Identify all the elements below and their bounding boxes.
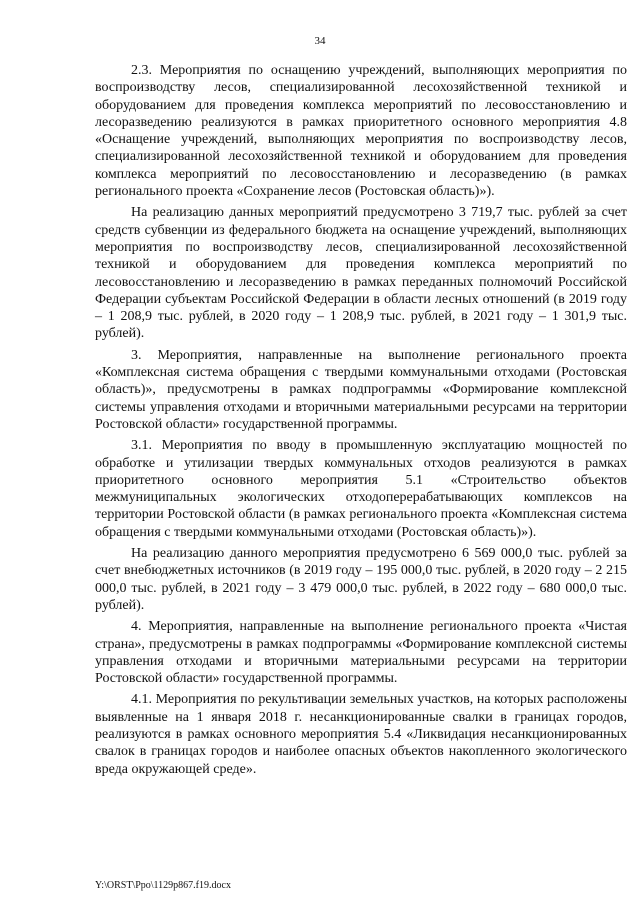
paragraph-funding-forest: На реализацию данных мероприятий предусмотрено 3 719,7 тыс. рублей за счет средств субвенции из федерального бюджета на оснащение учреждений, выполняющих мероприятия по воспроизводству лесов, специализированной лесохозяйственной техникой и оборудованием для проведения комплекса мероприятий по лесовосстановлению и лесоразведению в рамках переданных полномочий Российской Федерации субъектам Российской Федерации в области лесных отношений (в 2019 году – 1 208,9 тыс. рублей, в 2020 году – 1 208,9 тыс. рублей, в 2021 году – 1 301,9 тыс. рублей).	[95, 205, 627, 342]
footer-file-path: Y:\ORST\Ppo\1129p867.f19.docx	[95, 880, 231, 891]
paragraph-3-1: 3.1. Мероприятия по вводу в промышленную эксплуатацию мощностей по обработке и утилизации твердых коммунальных отходов реализуются в рамках приоритетного основного мероприятия 5.1 «Строительство объектов межмуниципальных экологических отходоперерабатывающих комплексов на территории Ростовской области (в рамках регионального проекта «Комплексная система обращения с твердыми коммунальными отходами (Ростовская область)»).	[95, 438, 627, 540]
document-body	[95, 62, 627, 782]
paragraph-3: 3. Мероприятия, направленные на выполнение регионального проекта «Комплексная система обращения с твердыми коммунальными отходами (Ростовская область)», предусмотрены в рамках подпрограммы «Формирование комплексной системы управления отходами и вторичными материальными ресурсами на территории Ростовской области» государственной программы.	[95, 347, 627, 432]
paragraph-4: 4. Мероприятия, направленные на выполнение регионального проекта «Чистая страна», предусмотрены в рамках подпрограммы «Формирование комплексной системы управления отходами и вторичными материальными ресурсами на территории Ростовской области» государственной программы.	[95, 619, 627, 687]
paragraph-funding-waste: На реализацию данного мероприятия предусмотрено 6 569 000,0 тыс. рублей за счет внебюджетных источников (в 2019 году – 195 000,0 тыс. рублей, в 2020 году – 2 215 000,0 тыс. рублей, в 2021 году – 3 479 000,0 тыс. рублей, в 2022 году – 680 000,0 тыс. рублей).	[95, 546, 627, 613]
paragraph-2-3: 2.3. Мероприятия по оснащению учреждений, выполняющих мероприятия по воспроизводству лесов, специализированной лесохозяйственной техникой и оборудованием для проведения комплекса мероприятий по лесовосстановлению и лесоразведению реализуются в рамках приоритетного основного мероприятия 4.8 «Оснащение учреждений, выполняющих мероприятия по воспроизводству лесов, специализированной лесохозяйственной техникой и оборудованием для проведения комплекса мероприятий по лесовосстановлению и лесоразведению (в рамках регионального проекта «Сохранение лесов (Ростовская область)»).	[95, 63, 627, 200]
paragraph-4-1: 4.1. Мероприятия по рекультивации земельных участков, на которых расположены выявленные на 1 января 2018 г. несанкционированные свалки в границах городов, реализуются в рамках основного мероприятия 5.4 «Ликвидация несанкционированных свалок в границах городов и наиболее опасных объектов накопленного экологического вреда окружающей среде».	[95, 692, 627, 777]
page-number: 34	[314, 35, 326, 47]
